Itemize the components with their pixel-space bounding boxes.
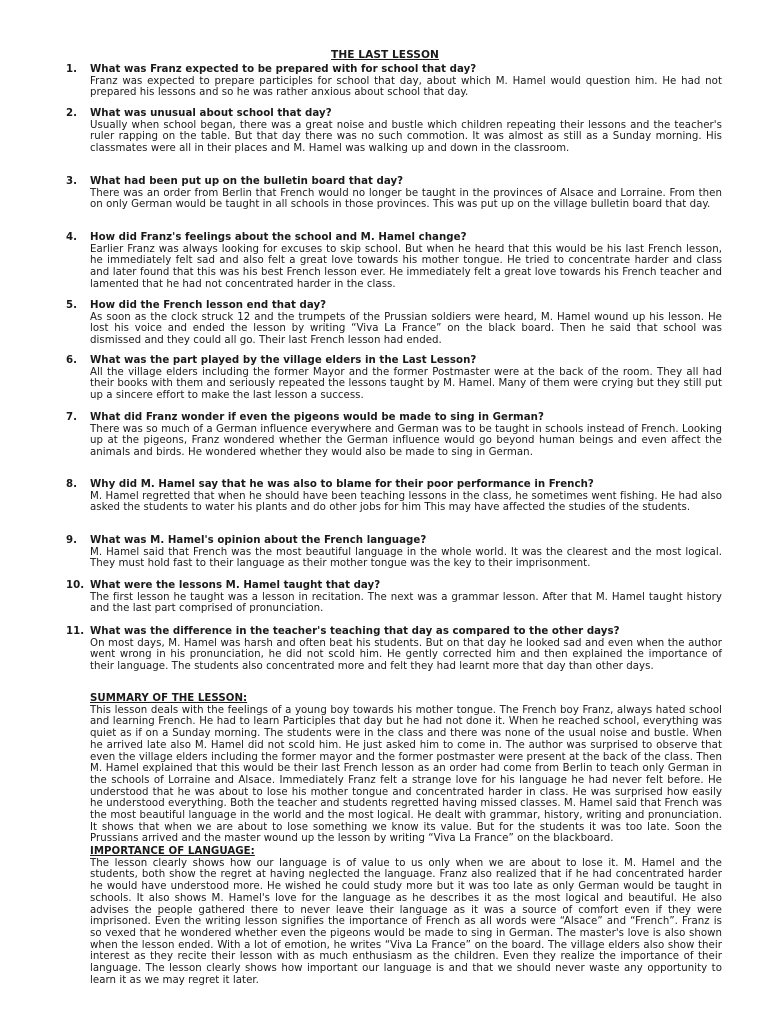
- question-text: What were the lessons M. Hamel taught that day?: [90, 580, 381, 591]
- answer-text: M. Hamel regretted that when he should have been teaching lessons in the class, he sometimes went fishing. He had also asked the students to water his plants and do other jobs for him This may have affected the studies of the students.: [90, 490, 722, 514]
- answer-text: Franz was expected to prepare participles for school that day, about which M. Hamel would question him. He had not prepared his lessons and so he was rather anxious about school that day.: [90, 75, 722, 99]
- question-text: What had been put up on the bulletin board that day?: [90, 176, 404, 187]
- qa-item-2: [66, 108, 722, 155]
- question-number: 6.: [66, 355, 78, 366]
- question-text: What was the part played by the village elders in the Last Lesson?: [90, 355, 477, 366]
- answer-text: There was so much of a German influence everywhere and German was to be taught in schools instead of French. Looking up at the pigeons, Franz wondered whether the German influence would go beyond human beings and even affect the animals and birds. He wondered whether they would also be made to sing in German.: [90, 423, 722, 459]
- summary-heading: SUMMARY OF THE LESSON:: [90, 693, 248, 704]
- question-number: 4.: [66, 232, 78, 243]
- qa-item-11: [66, 626, 722, 673]
- answer-text: M. Hamel said that French was the most beautiful language in the whole world. It was the clearest and the most logical. They must hold fast to their language as their mother tongue was the key to their imprisonment.: [90, 546, 722, 570]
- summary-section: [90, 693, 722, 845]
- question-text: How did Franz's feelings about the school and M. Hamel change?: [90, 232, 467, 243]
- answer-text: The first lesson he taught was a lesson in recitation. The next was a grammar lesson. After that M. Hamel taught history and the last part comprised of pronunciation.: [90, 591, 722, 615]
- question-number: 11.: [66, 626, 85, 637]
- qa-item-8: [66, 479, 722, 514]
- question-text: What was the difference in the teacher's teaching that day as compared to the other days?: [90, 626, 620, 637]
- qa-item-9: [66, 535, 722, 570]
- question-text: Why did M. Hamel say that he was also to blame for their poor performance in French?: [90, 479, 594, 490]
- qa-item-7: [66, 412, 722, 459]
- qa-item-1: [66, 64, 722, 99]
- answer-text: As soon as the clock struck 12 and the trumpets of the Prussian soldiers were heard, M. Hamel wound up his lesson. He lost his voice and ended the lesson by writing “Viva La France” on the black board. Then he said that school was dismissed and they could all go. Their last French lesson had ended.: [90, 311, 722, 347]
- answer-text: All the village elders including the former Mayor and the former Postmaster were at the back of the room. They all had their books with them and seriously repeated the lessons taught by M. Hamel. Many of them were crying but they still put up a sincere effort to make the last lesson a success.: [90, 366, 722, 402]
- answer-text: There was an order from Berlin that French would no longer be taught in the provinces of Alsace and Lorraine. From then on only German would be taught in all schools in those provinces. This was put up on the village bulletin board that day.: [90, 187, 722, 211]
- question-text: What was Franz expected to be prepared with for school that day?: [90, 64, 477, 75]
- document-title: THE LAST LESSON: [331, 49, 439, 61]
- qa-item-4: [66, 232, 722, 291]
- question-text: How did the French lesson end that day?: [90, 300, 327, 311]
- importance-section: [90, 846, 722, 986]
- question-number: 5.: [66, 300, 78, 311]
- question-text: What was unusual about school that day?: [90, 108, 332, 119]
- question-number: 2.: [66, 108, 78, 119]
- importance-body: The lesson clearly shows how our language is of value to us only when we are about to lose it. M. Hamel and the students, both show the regret at having neglected the language. Franz also realized that if he had concentrated harder he would have understood more. He wished he could study more but it was too late as only German would be taught in schools. It also shows M. Hamel's love for the language as he describes it as the most logical and beautiful. He also advises the people gathered there to never leave their language as it was a source of comfort even if they were imprisoned. Even the writing lesson signifies the importance of French as all words were “Alsace” and “French”. Franz is so vexed that he wondered whether even the pigeons would be made to sing in German. The master's love is also shown when the lesson ended. With a lot of emotion, he writes “Viva La France” on the board. The village elders also show their interest as they recite their lesson with as much enthusiasm as the children. Even they realize the importance of their language. The lesson clearly shows how important our language is and that we should never waste any opportunity to learn it as we may regret it later.: [90, 857, 722, 986]
- answer-text: On most days, M. Hamel was harsh and often beat his students. But on that day he looked sad and even when the author went wrong in his pronunciation, he did not scold him. He gently corrected him and then explained the importance of their language. The students also concentrated more and felt they had learnt more that day than other days.: [90, 637, 722, 673]
- question-number: 7.: [66, 412, 78, 423]
- question-text: What did Franz wonder if even the pigeons would be made to sing in German?: [90, 412, 544, 423]
- question-number: 10.: [66, 580, 85, 591]
- question-number: 1.: [66, 64, 78, 75]
- qa-item-5: [66, 300, 722, 347]
- question-number: 3.: [66, 176, 78, 187]
- question-number: 8.: [66, 479, 78, 490]
- answer-text: Usually when school began, there was a great noise and bustle which children repeating their lessons and the teacher's ruler rapping on the table. But that day there was no such commotion. It was almost as still as a Sunday morning. His classmates were all in their places and M. Hamel was walking up and down in the classroom.: [90, 119, 722, 155]
- qa-item-6: [66, 355, 722, 402]
- importance-heading: IMPORTANCE OF LANGUAGE:: [90, 846, 255, 857]
- summary-body: This lesson deals with the feelings of a young boy towards his mother tongue. The French boy Franz, always hated school and learning French. He had to learn Participles that day but he had not done it. When he reached school, everything was quiet as if on a Sunday morning. The students were in the class and there was none of the usual noise and bustle. When he arrived late also M. Hamel did not scold him. He just asked him to come in. The author was surprised to observe that even the village elders including the former mayor and the former postmaster were present at the back of the class. Then M. Hamel explained that this would be their last French lesson as an order had come from Berlin to teach only German in the schools of Lorraine and Alsace. Immediately Franz felt a strange love for his language he had never felt before. He understood that he was about to lose his mother tongue and concentrated harder in class. He was surprised how easily he understood everything. Both the teacher and students regretted having missed classes. M. Hamel said that French was the most beautiful language in the world and the most logical. He dealt with grammar, history, writing and pronunciation. It shows that when we are about to lose something we know its value. But for the students it was too late. Soon the Prussians arrived and the master wound up the lesson by writing “Viva La France” on the blackboard.: [90, 704, 722, 845]
- question-number: 9.: [66, 535, 78, 546]
- answer-text: Earlier Franz was always looking for excuses to skip school. But when he heard that this would be his last French lesson, he immediately felt sad and also felt a great love towards his mother tongue. He tried to concentrate harder and class and later found that this was his best French lesson ever. He immediately felt a great love towards his French teacher and lamented that he had not concentrated harder in the class.: [90, 243, 722, 290]
- qa-item-3: [66, 176, 722, 211]
- qa-item-10: [66, 580, 722, 615]
- question-text: What was M. Hamel's opinion about the French language?: [90, 535, 427, 546]
